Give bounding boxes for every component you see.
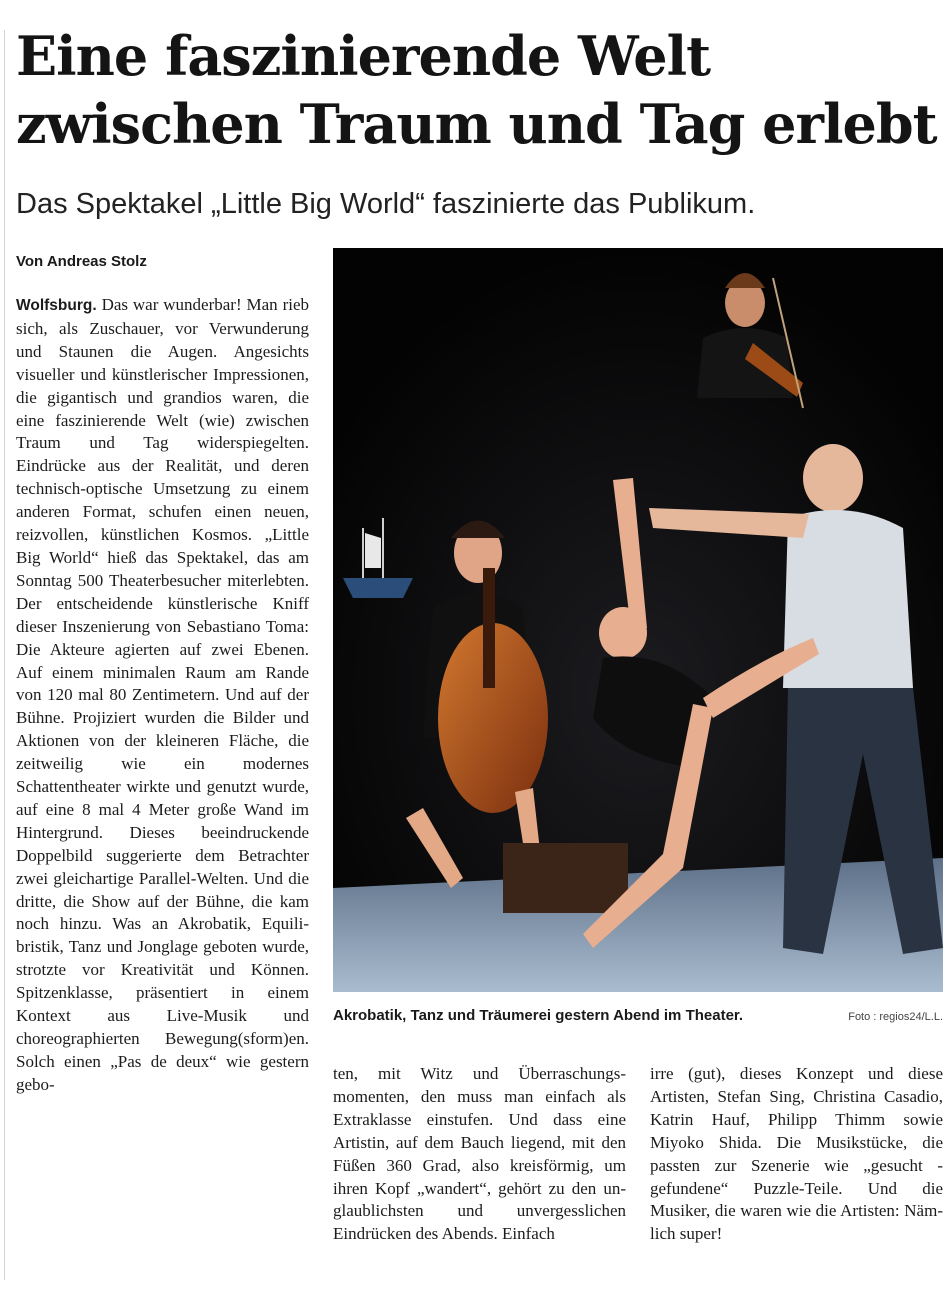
subheadline: Das Spektakel „Little Big World“ faszinierte das Publikum. (16, 188, 756, 220)
article-column-1 (16, 294, 309, 1097)
column-1-text: Das war wunderbar! Man rieb sich, als Zuschauer, vor Verwunderung und Staunen die Augen. Angesichts visueller und künstlerischer Impressionen, die gigantisch und grandios waren, die eine faszinierende Welt (wie) zwischen Traum und Tag widerspiegelten. Eindrücke aus der Realität, und deren technisch-optische Umsetzung zu einem anderen Format, schufen einen neuen, reizvollen, künstlichen Kosmos. „Little Big World“ hieß das Spektakel, das am Sonntag 500 Theaterbesucher miterlebten. Der entscheidende künstlerische Kniff dieser Inszenierung von Sebastiano Toma: Die Akteure agierten auf zwei Ebenen. Auf einem minimalen Raum am Rande von 120 mal 80 Zentimetern. Und auf der Bühne. Projiziert wurden die Bilder und Aktionen von der kleineren Fläche, die zeitweilig wie ein modernes Schattentheater wirkte und genutzt wurde, auf eine 8 mal 4 Meter große Wand im Hintergrund. Dieses beeindruckende Doppelbild suggerierte dem Betrachter zwei gleichartige Parallel-Welten. Und die dritte, die Show auf der Bühne, die kam noch hinzu. Was an Akrobatik, Equilibristik, Tanz und Jonglage geboten wurde, strotzte vor Kreativität und Können. Spitzenklasse, präsentiert in einem Kontext aus Live-Musik und choreographierten Bewegung(sform)en. Solch einen „Pas de deux“ wie gestern gebo- (16, 295, 310, 1094)
dateline: Wolfsburg. (16, 297, 97, 314)
article-column-2: ten, mit Witz und Überraschungsmomenten, den muss man einfach als Extraklasse einstufen. Und dass eine Artistin, auf dem Bauch liegend, mit den Füßen 360 Grad, also kreisförmig, um ihren Kopf „wandert“, gehört zu den unglaublichsten und unvergesslichen Eindrücken des Abends. Einfach (333, 1064, 626, 1244)
performance-photo (333, 248, 943, 992)
photo-credit: Foto : regios24/L.L. (848, 1011, 943, 1023)
photo-caption: Akrobatik, Tanz und Träumerei gestern Abend im Theater. (333, 1007, 744, 1024)
article-column-3: irre (gut), dieses Konzept und diese Artisten, Stefan Sing, Christina Casadio, Katrin Hauf, Philipp Thimm sowie Miyoko Shida. Die Musikstücke, die passten zur Szenerie wie „gesucht - gefundene“ Puzzle-Teile. Und die Musiker, die waren wie die Artisten: Nämlich super! (650, 1064, 943, 1244)
suitcase (503, 843, 628, 913)
headline: Eine faszinierende Welt zwischen Traum und Tag erlebt (16, 24, 937, 156)
stage-illustration (333, 248, 943, 992)
byline: Von Andreas Stolz (16, 253, 147, 270)
left-margin-rule (4, 30, 5, 1280)
